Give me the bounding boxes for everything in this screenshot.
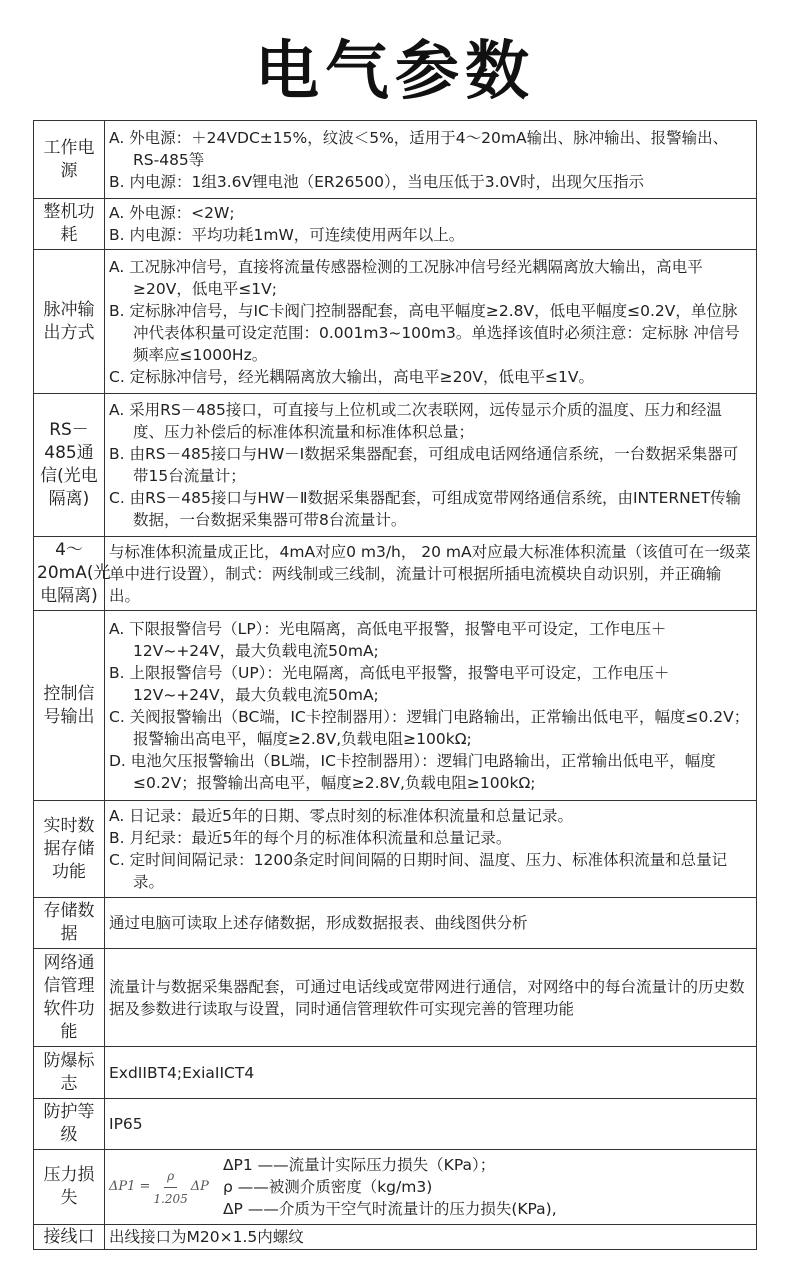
list-item: A. 外电源：<2W; bbox=[109, 204, 235, 222]
legend-line: ρ ——被测介质密度（kg/m3) bbox=[222, 1178, 433, 1196]
list-item: C. 定时间间隔记录：1200条定时间间隔的日期时间、温度、压力、标准体积流量和总量记录。 bbox=[109, 851, 728, 891]
row-content bbox=[105, 199, 757, 250]
formula-rhs: ΔP bbox=[190, 1179, 209, 1194]
table-row bbox=[34, 1225, 757, 1250]
row-label: RS－485通信(光电隔离) bbox=[34, 394, 105, 537]
formula-numerator: ρ bbox=[164, 1165, 177, 1188]
list-item: A. 工况脉冲信号，直接将流量传感器检测的工况脉冲信号经光耦隔离放大输出，高电平≥20V，低电平≤1V; bbox=[109, 257, 703, 298]
pressure-loss-formula bbox=[109, 1154, 752, 1220]
list-item: C. 关阀报警输出（BC端，IC卡控制器用）：逻辑门电路输出，正常输出低电平，幅度≤0.2V；报警输出高电平，幅度≥2.8V,负载电阻≥100kΩ; bbox=[109, 707, 750, 748]
list-item: C. 定标脉冲信号，经光耦隔离放大输出，高电平≥20V，低电平≤1V。 bbox=[109, 367, 594, 386]
list-item: B. 由RS－485接口与HW－Ⅰ数据采集器配套，可组成电话网络通信系统，一台数据采集器可带15台流量计； bbox=[109, 445, 739, 485]
formula-legend bbox=[223, 1154, 557, 1220]
row-label: 防爆标志 bbox=[34, 1047, 105, 1099]
formula-expression bbox=[109, 1165, 209, 1210]
table-row bbox=[34, 801, 757, 898]
row-label: 防护等级 bbox=[34, 1099, 105, 1150]
row-content: 通过电脑可读取上述存储数据，形成数据报表、曲线图供分析 bbox=[105, 898, 757, 949]
row-content bbox=[105, 1150, 757, 1225]
row-label: 存储数据 bbox=[34, 898, 105, 949]
list-item: A. 采用RS－485接口，可直接与上位机或二次表联网，远传显示介质的温度、压力和经温度、压力补偿后的标准体积流量和标准体积总量； bbox=[109, 401, 722, 441]
row-label: 实时数据存储功能 bbox=[34, 801, 105, 898]
table-row bbox=[34, 537, 757, 611]
table-row bbox=[34, 250, 757, 394]
list-item: A. 外电源：＋24VDC±15%，纹波＜5%，适用于4～20mA输出、脉冲输出、报警输出、RS-485等 bbox=[109, 128, 729, 169]
row-content: 流量计与数据采集器配套，可通过电话线或宽带网进行通信，对网络中的每台流量计的历史数据及参数进行读取与设置，同时通信管理软件可实现完善的管理功能 bbox=[105, 949, 757, 1047]
list-item: B. 内电源：平均功耗1mW，可连续使用两年以上。 bbox=[109, 226, 465, 244]
list-item: C. 由RS－485接口与HW－Ⅱ数据采集器配套，可组成宽带网络通信系统，由INTERNET传输数据，一台数据采集器可带8台流量计。 bbox=[109, 489, 742, 529]
row-label: 控制信号输出 bbox=[34, 611, 105, 801]
list-item: A. 下限报警信号（LP）：光电隔离，高低电平报警，报警电平可设定，工作电压＋12V~+24V，最大负载电流50mA; bbox=[109, 619, 667, 660]
list-item: B. 内电源：1组3.6V锂电池（ER26500），当电压低于3.0V时，出现欠压指示 bbox=[109, 172, 644, 191]
table-row bbox=[34, 1150, 757, 1225]
row-content: 与标准体积流量成正比，4mA对应0 m3/h， 20 mA对应最大标准体积流量（该值可在一级菜单中进行设置），制式：两线制或三线制，流量计可根据所插电流模块自动识别，并正确输出。 bbox=[105, 537, 757, 611]
page-title: 电气参数 bbox=[255, 35, 535, 109]
row-label: 整机功耗 bbox=[34, 199, 105, 250]
formula-fraction bbox=[153, 1165, 187, 1210]
list-item: B. 上限报警信号（UP）：光电隔离，高低电平报警，报警电平可设定，工作电压＋12V~+24V，最大负载电流50mA; bbox=[109, 663, 670, 704]
list-item: D. 电池欠压报警输出（BL端，IC卡控制器用）：逻辑门电路输出，正常输出低电平，幅度≤0.2V；报警输出高电平，幅度≥2.8V,负载电阻≥100kΩ; bbox=[109, 751, 716, 792]
list-item: A. 日记录：最近5年的日期、零点时刻的标准体积流量和总量记录。 bbox=[109, 807, 574, 825]
table-row bbox=[34, 611, 757, 801]
legend-line: ΔP ——介质为干空气时流量计的压力损失(KPa), bbox=[222, 1200, 557, 1218]
row-content bbox=[105, 394, 757, 537]
row-content bbox=[105, 121, 757, 199]
table-row bbox=[34, 1047, 757, 1099]
row-label: 工作电源 bbox=[34, 121, 105, 199]
row-label: 网络通信管理软件功能 bbox=[34, 949, 105, 1047]
table-row bbox=[34, 121, 757, 199]
table-row bbox=[34, 1099, 757, 1150]
row-content: 出线接口为M20×1.5内螺纹 bbox=[105, 1225, 757, 1250]
row-label: 4～20mA(光电隔离) bbox=[34, 537, 105, 611]
table-row bbox=[34, 949, 757, 1047]
row-content bbox=[105, 801, 757, 898]
row-label: 压力损失 bbox=[34, 1150, 105, 1225]
row-content: IP65 bbox=[105, 1099, 757, 1150]
row-content: ExdIIBT4;ExiaIICT4 bbox=[105, 1047, 757, 1099]
list-item: B. 月纪录：最近5年的每个月的标准体积流量和总量记录。 bbox=[109, 829, 512, 847]
formula-lhs: ΔP1 = bbox=[109, 1179, 151, 1194]
list-item: B. 定标脉冲信号，与IC卡阀门控制器配套，高电平幅度≥2.8V，低电平幅度≤0.2V，单位脉冲代表体积量可设定范围：0.001m3~100m3。单选择该值时必须注意：定标脉 冲信号频率应≤1000Hz。 bbox=[109, 301, 740, 364]
row-label: 接线口 bbox=[34, 1225, 105, 1250]
electrical-parameters-table bbox=[33, 120, 757, 1250]
table-row bbox=[34, 394, 757, 537]
row-label: 脉冲输出方式 bbox=[34, 250, 105, 394]
row-content bbox=[105, 611, 757, 801]
table-row bbox=[34, 898, 757, 949]
row-content bbox=[105, 250, 757, 394]
table-row bbox=[34, 199, 757, 250]
legend-line: ΔP1 ——流量计实际压力损失（KPa）； bbox=[222, 1156, 496, 1174]
formula-denominator: 1.205 bbox=[153, 1191, 188, 1206]
